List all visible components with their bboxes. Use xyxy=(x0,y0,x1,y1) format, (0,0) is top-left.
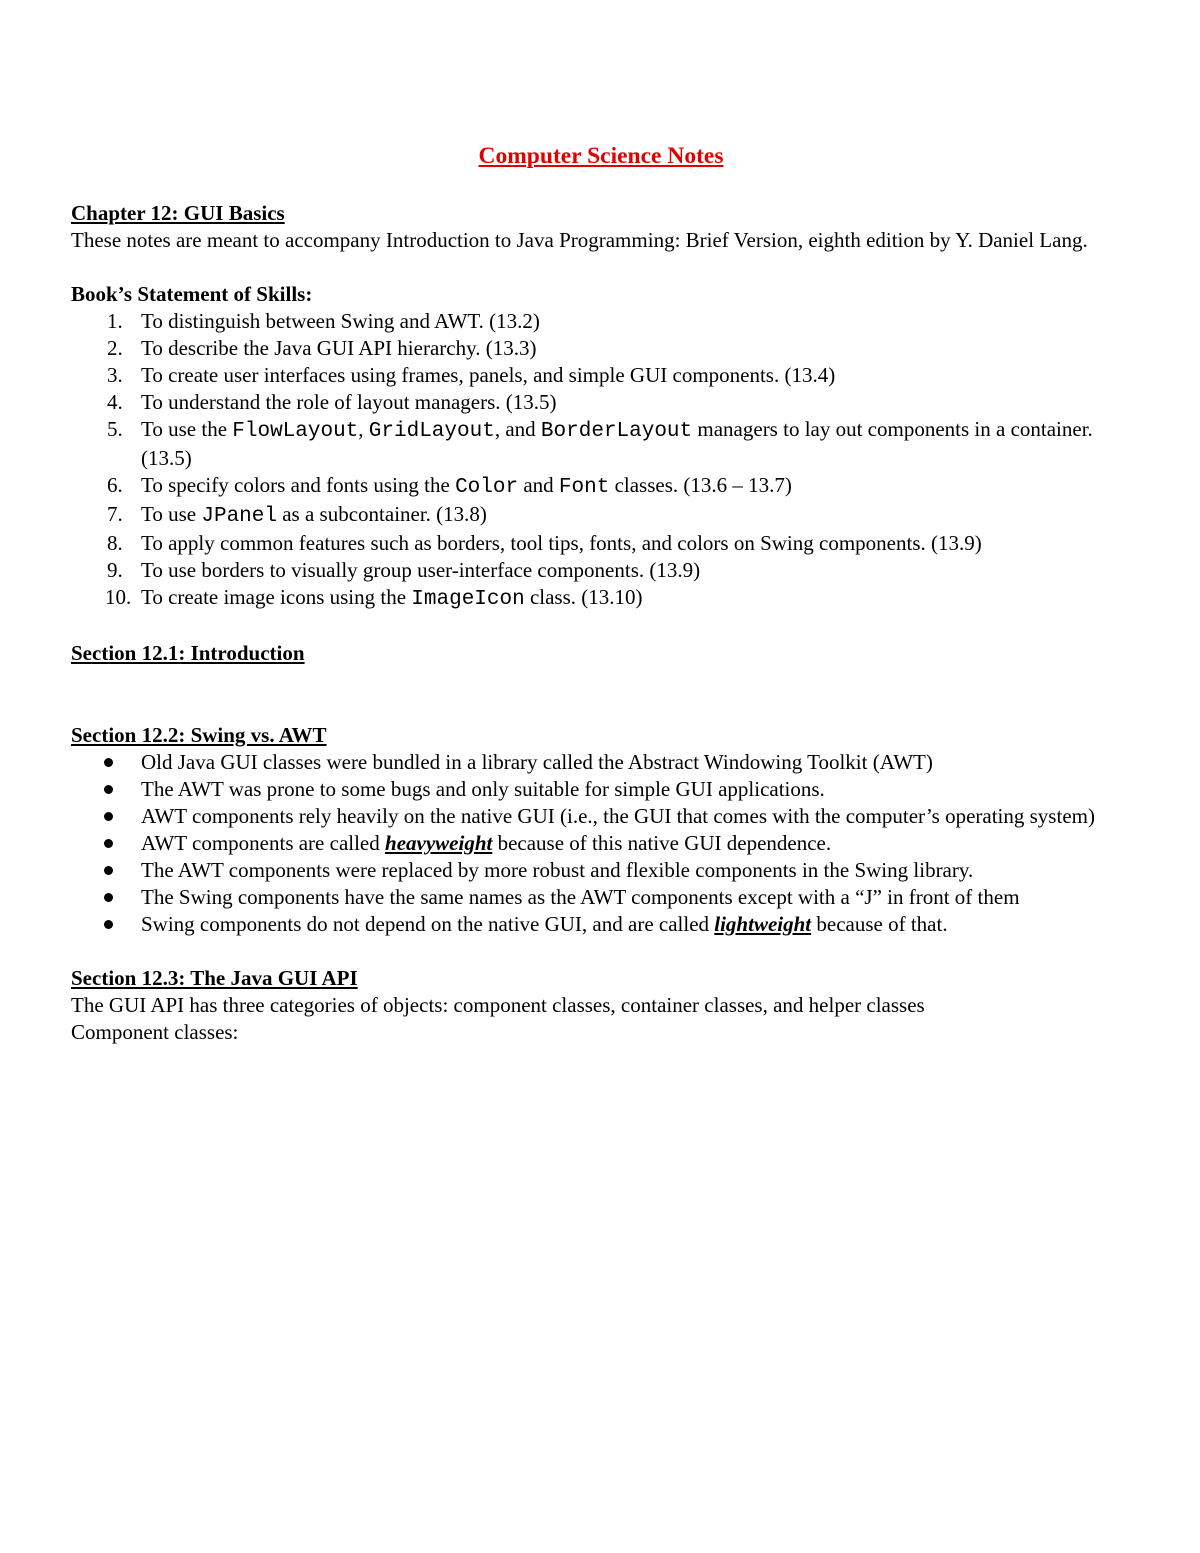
skill-number: 8. xyxy=(107,531,123,555)
bullet-text: Swing components do not depend on the native GUI, and are called xyxy=(141,912,715,936)
skill-number: 5. xyxy=(107,417,123,441)
code-flowlayout: FlowLayout xyxy=(232,420,359,443)
bullet-text: AWT components are called xyxy=(141,831,386,855)
bullet-icon xyxy=(104,893,113,902)
code-borderlayout: BorderLayout xyxy=(540,420,693,443)
skill-text: To specify colors and fonts using the xyxy=(141,473,456,497)
swing-awt-bullets xyxy=(71,749,1131,938)
skill-number: 6. xyxy=(107,473,123,497)
bullet-icon xyxy=(104,812,113,821)
skill-text: , and xyxy=(494,417,541,441)
code-color: Color xyxy=(455,476,519,499)
code-imageicon: ImageIcon xyxy=(411,588,525,611)
bullet-item xyxy=(71,749,1131,776)
bullet-icon xyxy=(104,866,113,875)
skills-heading: Book’s Statement of Skills: xyxy=(71,282,313,306)
bullet-icon xyxy=(104,839,113,848)
skill-item-4 xyxy=(71,389,1131,416)
skill-item-9 xyxy=(71,557,1131,584)
skill-text: managers to lay out components in a container. (13.5) xyxy=(141,417,1093,470)
skill-item-2 xyxy=(71,335,1131,362)
bullet-text: AWT components rely heavily on the native GUI (i.e., the GUI that comes with the computer’s operating system) xyxy=(141,804,1095,828)
section-12-3-line-1: The GUI API has three categories of objects: component classes, container classes, and helper classes xyxy=(71,993,925,1017)
skill-number: 10. xyxy=(105,585,132,609)
skill-text: To create user interfaces using frames, panels, and simple GUI components. (13.4) xyxy=(141,363,836,387)
code-jpanel: JPanel xyxy=(201,505,277,528)
skill-number: 3. xyxy=(107,363,123,387)
skill-number: 9. xyxy=(107,558,123,582)
bullet-item xyxy=(71,776,1131,803)
skill-item-5 xyxy=(71,416,1131,472)
document-page xyxy=(71,140,1131,1046)
skill-item-10 xyxy=(71,584,1131,613)
bullet-text: because of that. xyxy=(811,912,948,936)
skill-text: To understand the role of layout managers. (13.5) xyxy=(141,390,557,414)
skill-number: 1. xyxy=(107,309,123,333)
bullet-icon xyxy=(104,920,113,929)
skill-item-7 xyxy=(71,501,1131,530)
bullet-icon xyxy=(104,785,113,794)
skill-text: To use the xyxy=(141,417,233,441)
bullet-text: The AWT was prone to some bugs and only suitable for simple GUI applications. xyxy=(141,777,825,801)
skill-text: and xyxy=(518,473,559,497)
bullet-text: because of this native GUI dependence. xyxy=(492,831,832,855)
term-heavyweight: heavyweight xyxy=(385,831,493,855)
skill-text: To describe the Java GUI API hierarchy. (13.3) xyxy=(141,336,537,360)
bullet-item xyxy=(71,884,1131,911)
skill-text: as a subcontainer. (13.8) xyxy=(276,502,487,526)
bullet-item xyxy=(71,911,1131,938)
skill-text: class. (13.10) xyxy=(524,585,643,609)
skill-number: 7. xyxy=(107,502,123,526)
section-12-2-heading: Section 12.2: Swing vs. AWT xyxy=(71,723,327,747)
section-12-3-heading: Section 12.3: The Java GUI API xyxy=(71,966,358,990)
bullet-item xyxy=(71,803,1131,830)
skill-text: To distinguish between Swing and AWT. (13.2) xyxy=(141,309,540,333)
skill-text: classes. (13.6 – 13.7) xyxy=(609,473,792,497)
skill-item-1 xyxy=(71,308,1131,335)
skills-list xyxy=(71,308,1131,613)
skill-text: To use xyxy=(141,502,202,526)
skill-text: , xyxy=(358,417,369,441)
bullet-item xyxy=(71,857,1131,884)
skill-item-3 xyxy=(71,362,1131,389)
bullet-text: The AWT components were replaced by more robust and flexible components in the Swing library. xyxy=(141,858,974,882)
spacer xyxy=(71,254,1131,281)
spacer xyxy=(71,667,1131,722)
skill-text: To create image icons using the xyxy=(141,585,412,609)
skill-text: To use borders to visually group user-interface components. (13.9) xyxy=(141,558,701,582)
spacer xyxy=(71,938,1131,965)
bullet-text: Old Java GUI classes were bundled in a library called the Abstract Windowing Toolkit (AWT) xyxy=(141,750,933,774)
chapter-heading: Chapter 12: GUI Basics xyxy=(71,201,285,225)
bullet-icon xyxy=(104,758,113,767)
skill-number: 4. xyxy=(107,390,123,414)
skill-item-8 xyxy=(71,530,1131,557)
term-lightweight: lightweight xyxy=(714,912,812,936)
code-font: Font xyxy=(558,476,610,499)
skill-text: To apply common features such as borders, tool tips, fonts, and colors on Swing components. (13.9) xyxy=(141,531,982,555)
spacer xyxy=(71,613,1131,640)
document-title: Computer Science Notes xyxy=(478,143,724,169)
skill-number: 2. xyxy=(107,336,123,360)
code-gridlayout: GridLayout xyxy=(368,420,495,443)
chapter-intro: These notes are meant to accompany Introduction to Java Programming: Brief Version, eighth edition by Y. Daniel Lang. xyxy=(71,228,1088,252)
section-12-3-line-2: Component classes: xyxy=(71,1020,239,1044)
bullet-item xyxy=(71,830,1131,857)
bullet-text: The Swing components have the same names as the AWT components except with a “J” in front of them xyxy=(141,885,1020,909)
skill-item-6 xyxy=(71,472,1131,501)
section-12-1-heading: Section 12.1: Introduction xyxy=(71,641,305,665)
